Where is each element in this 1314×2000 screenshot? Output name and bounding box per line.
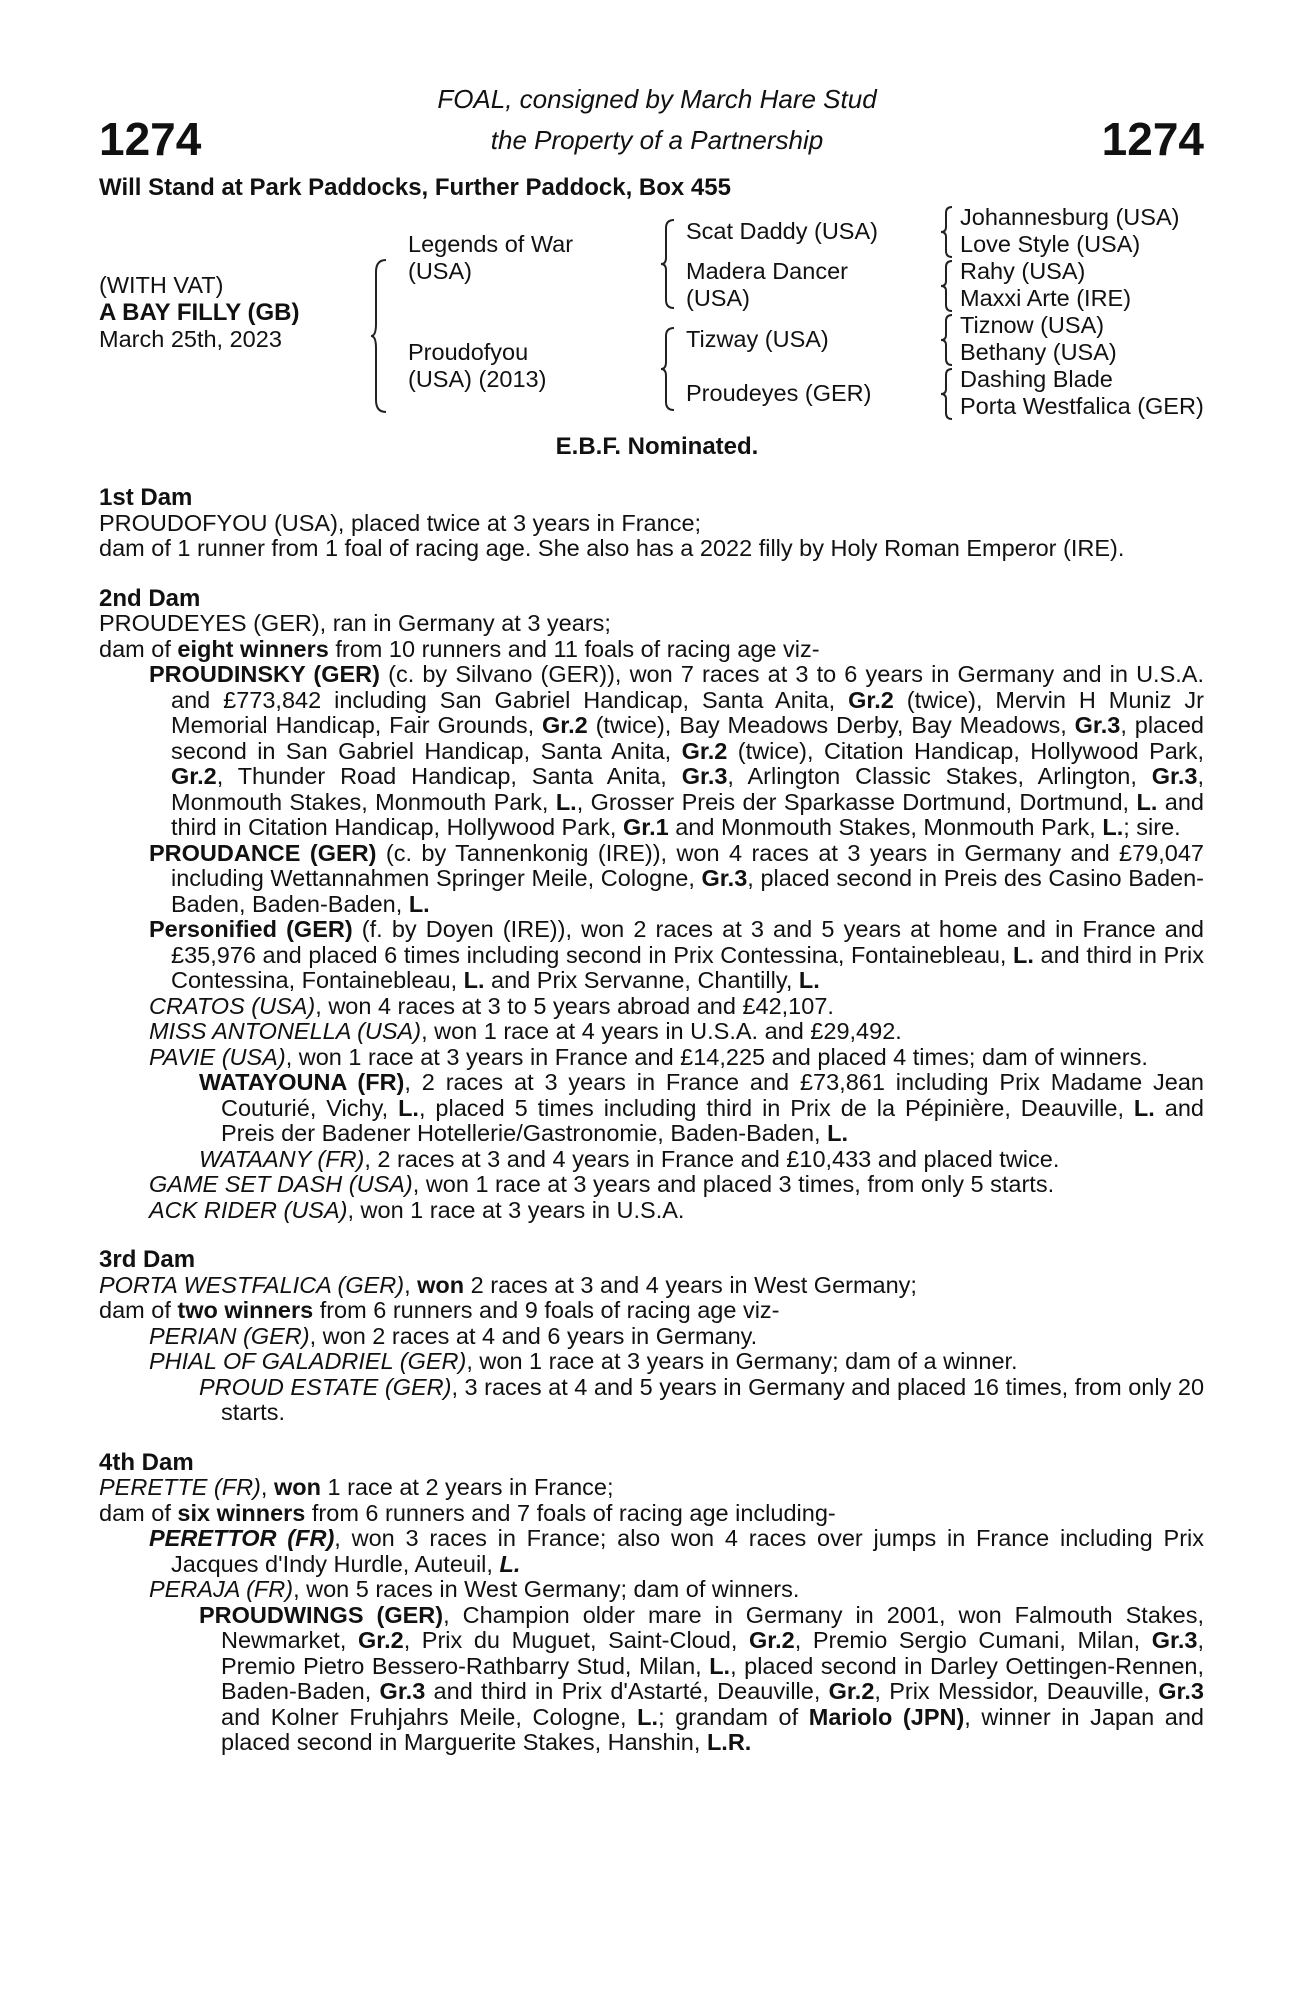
- entry-text: , Arlington Classic Stakes, Arlington,: [727, 763, 1152, 789]
- entry-text: ; grandam of: [658, 1703, 809, 1730]
- entry-text: from 10 runners and 11 foals of racing age viz-: [328, 635, 820, 662]
- section-heading: 2nd Dam: [99, 584, 201, 612]
- entry-text: and Preis der Badener Hotellerie/Gastronomie, Baden-Baden,: [221, 1094, 1204, 1146]
- pedigree-entry: [99, 1198, 1204, 1224]
- entry-text: from 6 runners and 9 foals of racing age viz-: [313, 1297, 780, 1323]
- entry-text: , Premio Pietro Bessero-Rathbarry Stud, Milan,: [221, 1627, 1205, 1679]
- entry-text: Gr.3: [1158, 1678, 1204, 1704]
- entry-text: ; sire.: [1123, 814, 1181, 840]
- entry-text: , Monmouth Stakes, Monmouth Park,: [171, 763, 1205, 815]
- entry-text: Gr.3: [1151, 1627, 1198, 1653]
- entry-text: PORTA WESTFALICA (GER): [99, 1271, 405, 1298]
- entry-text: won: [273, 1474, 321, 1500]
- entry-text: Gr.3: [681, 763, 728, 789]
- entry-text: , Prix Messidor, Deauville,: [874, 1678, 1159, 1704]
- pedigree-entry: [99, 1147, 1204, 1173]
- entry-text: , placed second in San Gabriel Handicap, Santa Anita,: [171, 712, 1204, 764]
- entry-text: L.: [499, 1550, 521, 1577]
- pedigree-entry: [99, 1375, 1204, 1426]
- entry-text: WATAANY (FR): [199, 1145, 365, 1172]
- section-heading: 4th Dam: [99, 1448, 194, 1476]
- entry-text: L.: [463, 967, 485, 993]
- entry-text: L.: [827, 1120, 849, 1146]
- entry-text: , Champion older mare in Germany in 2001, won Falmouth Stakes, Newmarket,: [221, 1601, 1204, 1653]
- entry-text: PAVIE (USA): [149, 1043, 286, 1070]
- pedigree-entry: [99, 1298, 1204, 1324]
- entry-text: , 2 races at 3 years in France and £73,861 including Prix Madame Jean Couturié, Vichy,: [221, 1069, 1204, 1121]
- pedigree-dam-sire: Tizway (USA): [686, 326, 829, 352]
- entry-text: ,: [404, 1271, 418, 1298]
- section-gap: [99, 1223, 1204, 1247]
- section-heading: 1st Dam: [99, 484, 193, 511]
- entry-text: , won 1 race at 3 years in France and £14,225 and placed 4 times; dam of winners.: [285, 1043, 1148, 1070]
- entry-text: dam of: [99, 635, 178, 662]
- entry-text: , placed second in Preis des Casino Baden-Baden, Baden-Baden,: [171, 865, 1204, 917]
- pedigree-entry: [99, 994, 1204, 1020]
- pedigree-entry: [99, 1526, 1204, 1577]
- stand-location: Will Stand at Park Paddocks, Further Paddock, Box 455: [99, 174, 731, 201]
- entry-text: and Monmouth Stakes, Monmouth Park,: [668, 814, 1103, 840]
- entry-text: Gr.2: [357, 1627, 404, 1653]
- entry-text: CRATOS (USA): [149, 992, 316, 1019]
- pedigree-brace-main: [370, 258, 388, 414]
- pedigree-g3-1: Johannesburg (USA): [960, 204, 1180, 230]
- entry-text: L.: [1133, 1094, 1155, 1121]
- pedigree-sire: Legends of War (USA): [408, 231, 574, 284]
- consignor-line: FOAL, consigned by March Hare Stud: [437, 84, 877, 114]
- entry-text: PERAJA (FR): [149, 1576, 294, 1602]
- pedigree-entry: [99, 841, 1204, 918]
- entry-text: (f. by Doyen (IRE)), won 2 races at 3 and 5 years at home and in France and £35,976 and placed 6 times including second in Prix Contessina, Fontainebleau,: [171, 916, 1204, 968]
- pedigree-entry: [99, 1501, 1204, 1527]
- section-heading: 3rd Dam: [99, 1246, 196, 1273]
- entry-text: PROUDWINGS (GER): [199, 1601, 444, 1628]
- pedigree-dam-dam: Proudeyes (GER): [686, 380, 872, 406]
- pedigree-sire-sire: Scat Daddy (USA): [686, 218, 878, 244]
- entry-text: Gr.3: [1151, 763, 1198, 789]
- pedigree-entry: [99, 1324, 1204, 1350]
- pedigree-brace-sire: [660, 218, 676, 310]
- entry-text: L.: [398, 1094, 419, 1121]
- entry-text: Gr.2: [171, 763, 217, 789]
- entry-text: L.: [637, 1703, 659, 1730]
- section-gap: [99, 562, 1204, 586]
- entry-text: L.R.: [706, 1729, 752, 1755]
- entry-text: , Prix du Muguet, Saint-Cloud,: [403, 1627, 749, 1653]
- entry-text: PROUDOFYOU (USA), placed twice at 3 years in France;: [99, 509, 702, 536]
- pedigree-brace-g3-1: [940, 205, 954, 259]
- entry-text: L.: [798, 967, 820, 993]
- catalogue-body: [99, 485, 1204, 1756]
- entry-text: , placed 5 times including third in Prix de la Pépinière, Deauville,: [418, 1094, 1134, 1121]
- pedigree-entry: [99, 536, 1204, 562]
- entry-text: PROUDANCE (GER): [149, 839, 377, 866]
- pedigree-g3-8: Porta Westfalica (GER): [960, 393, 1204, 419]
- pedigree-entry: [99, 611, 1204, 637]
- entry-text: PERETTOR (FR): [149, 1525, 335, 1551]
- entry-text: 2 races at 3 and 4 years in West Germany;: [464, 1271, 917, 1298]
- pedigree-g3-6: Bethany (USA): [960, 339, 1117, 365]
- pedigree-entry: [99, 662, 1204, 841]
- entry-text: L.: [1136, 788, 1158, 815]
- entry-text: (twice), Bay Meadows Derby, Bay Meadows,: [587, 712, 1075, 738]
- entry-text: Gr.2: [681, 737, 728, 764]
- pedigree-entry: [99, 1045, 1204, 1071]
- entry-text: L.: [1102, 814, 1124, 840]
- entry-text: (c. by Silvano (GER)), won 7 races at 3 to 6 years in Germany and in U.S.A. and £773,842 including San Gabriel Handicap, Santa Anita,: [171, 661, 1204, 713]
- entry-text: eight winners: [177, 635, 329, 662]
- entry-text: and third in Prix Contessina, Fontainebleau,: [171, 941, 1204, 993]
- entry-text: and Kolner Fruhjahrs Meile, Cologne,: [221, 1703, 638, 1730]
- entry-text: L.: [555, 788, 577, 815]
- entry-text: six winners: [177, 1499, 306, 1526]
- entry-text: L.: [1013, 941, 1034, 968]
- entry-text: ACK RIDER (USA): [149, 1196, 348, 1223]
- entry-text: from 6 runners and 7 foals of racing age including-: [305, 1499, 836, 1526]
- ebf-nomination: E.B.F. Nominated.: [555, 433, 759, 460]
- entry-text: L.: [408, 890, 430, 917]
- entry-text: dam of 1 runner from 1 foal of racing age. She also has a 2022 filly by Holy Roman Emperor (IRE).: [99, 535, 1125, 561]
- pedigree-brace-g3-4: [940, 367, 954, 421]
- entry-text: PROUDEYES (GER), ran in Germany at 3 years;: [99, 610, 611, 636]
- pedigree-brace-g3-3: [940, 313, 954, 367]
- foal-name: A BAY FILLY (GB): [99, 299, 300, 326]
- property-line: the Property of a Partnership: [490, 125, 824, 155]
- pedigree-entry: [99, 917, 1204, 994]
- entry-text: , 3 races at 4 and 5 years in Germany and placed 16 times, from only 20 starts.: [221, 1373, 1205, 1425]
- entry-text: PHIAL OF GALADRIEL (GER): [149, 1348, 467, 1374]
- entry-text: , won 1 race at 3 years in Germany; dam of a winner.: [466, 1348, 1018, 1374]
- pedigree-entry: [99, 1577, 1204, 1603]
- pedigree-entry: [99, 1475, 1204, 1501]
- entry-text: (twice), Citation Handicap, Hollywood Park,: [727, 737, 1204, 764]
- pedigree-g3-4: Maxxi Arte (IRE): [960, 285, 1132, 311]
- entry-text: , won 5 races in West Germany; dam of winners.: [293, 1576, 800, 1602]
- entry-text: , won 1 race at 4 years in U.S.A. and £29,492.: [421, 1018, 902, 1044]
- entry-text: Gr.1: [622, 814, 669, 840]
- entry-text: ,: [260, 1474, 274, 1500]
- pedigree-brace-dam: [660, 326, 676, 412]
- pedigree-entry: [99, 1070, 1204, 1147]
- foal-dob: March 25th, 2023: [99, 326, 282, 352]
- entry-text: , Premio Sergio Cumani, Milan,: [794, 1627, 1152, 1653]
- entry-text: and Prix Servanne, Chantilly,: [484, 967, 799, 993]
- entry-text: (twice), Mervin H Muniz Jr Memorial Handicap, Fair Grounds,: [171, 686, 1204, 738]
- pedigree-g3-2: Love Style (USA): [960, 231, 1141, 257]
- entry-text: won: [417, 1271, 465, 1298]
- entry-text: Gr.2: [848, 686, 894, 713]
- entry-text: Gr.3: [1074, 712, 1121, 738]
- entry-text: PERETTE (FR): [99, 1474, 261, 1500]
- entry-text: Gr.2: [542, 712, 588, 738]
- entry-text: PROUDINSKY (GER): [149, 661, 380, 687]
- foal-vat: (WITH VAT): [99, 272, 224, 298]
- entry-text: 1 race at 2 years in France;: [320, 1474, 614, 1500]
- entry-text: and third in Citation Handicap, Hollywood Park,: [171, 788, 1204, 840]
- entry-text: Mariolo (JPN): [808, 1703, 965, 1730]
- entry-text: , won 1 race at 3 years in U.S.A.: [347, 1196, 685, 1223]
- entry-text: , placed second in Darley Oettingen-Rennen, Baden-Baden,: [221, 1652, 1204, 1704]
- pedigree-g3-7: Dashing Blade: [960, 366, 1113, 392]
- entry-text: dam of: [99, 1499, 178, 1526]
- entry-text: , won 2 races at 4 and 6 years in Germany.: [309, 1322, 758, 1349]
- entry-text: Gr.2: [828, 1678, 875, 1704]
- section-gap: [99, 1426, 1204, 1450]
- entry-text: Gr.3: [701, 865, 748, 891]
- pedigree-dam: Proudofyou (USA) (2013): [408, 339, 547, 392]
- entry-text: L.: [709, 1652, 731, 1679]
- entry-text: two winners: [177, 1297, 314, 1323]
- pedigree-entry: [99, 1349, 1204, 1375]
- entry-text: GAME SET DASH (USA): [149, 1171, 413, 1197]
- pedigree-g3-3: Rahy (USA): [960, 258, 1086, 284]
- entry-text: , won 1 race at 3 years and placed 3 times, from only 5 starts.: [412, 1171, 1055, 1197]
- entry-text: Personified (GER): [149, 916, 353, 942]
- pedigree-sire-dam: Madera Dancer (USA): [686, 258, 848, 311]
- entry-text: PROUD ESTATE (GER): [199, 1373, 452, 1400]
- pedigree-entry: [99, 1172, 1204, 1198]
- entry-text: MISS ANTONELLA (USA): [149, 1018, 422, 1044]
- entry-text: WATAYOUNA (FR): [199, 1069, 405, 1095]
- entry-text: , winner in Japan and placed second in Marguerite Stakes, Hanshin,: [221, 1703, 1204, 1755]
- pedigree-entry: [99, 1603, 1204, 1756]
- entry-text: , won 4 races at 3 to 5 years abroad and £42,107.: [315, 992, 834, 1019]
- entry-text: , won 3 races in France; also won 4 races over jumps in France including Prix Jacques d'Indy Hurdle, Auteuil,: [171, 1525, 1204, 1577]
- entry-text: and third in Prix d'Astarté, Deauville,: [425, 1678, 829, 1704]
- pedigree-entry: [99, 1273, 1204, 1299]
- entry-text: Gr.2: [749, 1627, 795, 1653]
- pedigree-entry: [99, 511, 1204, 537]
- entry-text: , Grosser Preis der Sparkasse Dortmund, Dortmund,: [576, 788, 1137, 815]
- entry-text: , 2 races at 3 and 4 years in France and £10,433 and placed twice.: [364, 1145, 1060, 1172]
- pedigree-brace-g3-2: [940, 259, 954, 313]
- lot-number-right: 1274: [1101, 113, 1204, 165]
- entry-text: PERIAN (GER): [149, 1322, 310, 1349]
- entry-text: dam of: [99, 1297, 178, 1323]
- pedigree-entry: [99, 1019, 1204, 1045]
- pedigree-g3-5: Tiznow (USA): [960, 312, 1105, 338]
- entry-text: , Thunder Road Handicap, Santa Anita,: [216, 763, 682, 789]
- lot-number-left: 1274: [99, 113, 202, 165]
- pedigree-entry: [99, 637, 1204, 663]
- entry-text: (c. by Tannenkonig (IRE)), won 4 races at 3 years in Germany and £79,047 including Wettannahmen Springer Meile, Cologne,: [171, 839, 1205, 891]
- entry-text: Gr.3: [379, 1678, 426, 1704]
